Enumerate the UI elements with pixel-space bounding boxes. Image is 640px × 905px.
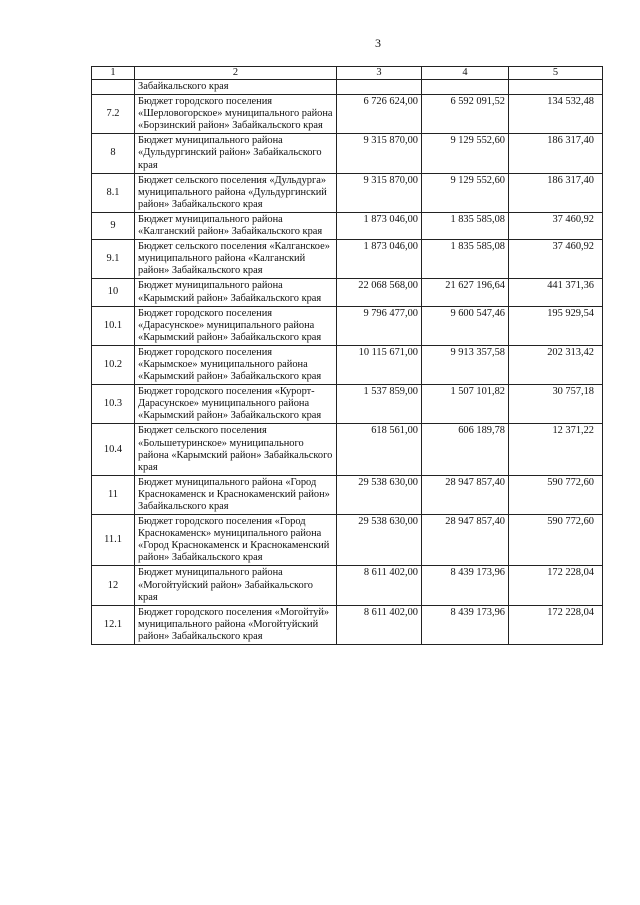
row-number-cell: 8.1 xyxy=(92,173,135,212)
federal-share-cell: 9 129 552,60 xyxy=(422,173,509,212)
budget-name-cell: Бюджет муниципального района «Калганский район» Забайкальского края xyxy=(135,212,337,239)
column-header: 5 xyxy=(509,67,603,80)
table-row xyxy=(92,173,603,212)
allocation-cell: 9 796 477,00 xyxy=(337,306,422,345)
allocation-cell: 1 873 046,00 xyxy=(337,212,422,239)
budget-name-cell: Бюджет городского поселения «Дарасунское» муниципального района «Карымский район» Забайкальского края xyxy=(135,306,337,345)
header-row xyxy=(92,67,603,80)
allocation-cell: 9 315 870,00 xyxy=(337,134,422,173)
regional-share-cell: 590 772,60 xyxy=(509,475,603,514)
regional-share-cell: 134 532,48 xyxy=(509,95,603,134)
allocation-cell: 29 538 630,00 xyxy=(337,515,422,566)
table-header xyxy=(92,67,603,80)
budget-name-cell: Бюджет сельского поселения «Калганское» муниципального района «Калганский район» Забайкальского края xyxy=(135,240,337,279)
column-header: 4 xyxy=(422,67,509,80)
value-cell xyxy=(509,80,603,95)
allocation-cell: 1 537 859,00 xyxy=(337,385,422,424)
row-number-cell: 10.2 xyxy=(92,345,135,384)
column-header: 3 xyxy=(337,67,422,80)
allocation-cell: 618 561,00 xyxy=(337,424,422,475)
budget-table xyxy=(91,66,603,645)
row-number-cell: 10 xyxy=(92,279,135,306)
regional-share-cell: 12 371,22 xyxy=(509,424,603,475)
row-number-cell: 11.1 xyxy=(92,515,135,566)
regional-share-cell: 30 757,18 xyxy=(509,385,603,424)
budget-name-cell: Бюджет городского поселения «Могойтуй» муниципального района «Могойтуйский район» Забайкальского края xyxy=(135,605,337,644)
regional-share-cell: 202 313,42 xyxy=(509,345,603,384)
page-number: 3 xyxy=(375,36,381,50)
regional-share-cell: 441 371,36 xyxy=(509,279,603,306)
table-row xyxy=(92,424,603,475)
allocation-cell: 8 611 402,00 xyxy=(337,566,422,605)
regional-share-cell: 195 929,54 xyxy=(509,306,603,345)
federal-share-cell: 8 439 173,96 xyxy=(422,566,509,605)
table-row xyxy=(92,95,603,134)
budget-name-cell: Бюджет городского поселения «Карымское» муниципального района «Карымский район» Забайкальского края xyxy=(135,345,337,384)
row-number-cell: 12 xyxy=(92,566,135,605)
federal-share-cell: 1 507 101,82 xyxy=(422,385,509,424)
federal-share-cell: 6 592 091,52 xyxy=(422,95,509,134)
federal-share-cell: 21 627 196,64 xyxy=(422,279,509,306)
federal-share-cell: 9 600 547,46 xyxy=(422,306,509,345)
table-row xyxy=(92,212,603,239)
row-number-cell xyxy=(92,80,135,95)
federal-share-cell: 606 189,78 xyxy=(422,424,509,475)
row-number-cell: 8 xyxy=(92,134,135,173)
regional-share-cell: 172 228,04 xyxy=(509,605,603,644)
allocation-cell: 1 873 046,00 xyxy=(337,240,422,279)
continuation-row xyxy=(92,80,603,95)
budget-name-cell: Бюджет муниципального района «Дульдургинский район» Забайкальского края xyxy=(135,134,337,173)
regional-share-cell: 590 772,60 xyxy=(509,515,603,566)
table-row xyxy=(92,566,603,605)
budget-name-cell: Бюджет муниципального района «Город Краснокаменск и Краснокаменский район» Забайкальского края xyxy=(135,475,337,514)
allocation-cell: 9 315 870,00 xyxy=(337,173,422,212)
budget-name-cell: Бюджет городского поселения «Шерловогорское» муниципального района «Борзинский район» Забайкальского края xyxy=(135,95,337,134)
federal-share-cell: 28 947 857,40 xyxy=(422,475,509,514)
column-header: 1 xyxy=(92,67,135,80)
table-row xyxy=(92,279,603,306)
regional-share-cell: 37 460,92 xyxy=(509,212,603,239)
value-cell xyxy=(337,80,422,95)
row-number-cell: 9 xyxy=(92,212,135,239)
row-number-cell: 7.2 xyxy=(92,95,135,134)
table-row xyxy=(92,345,603,384)
federal-share-cell: 1 835 585,08 xyxy=(422,240,509,279)
row-number-cell: 10.1 xyxy=(92,306,135,345)
continuation-cell: Забайкальского края xyxy=(135,80,337,95)
budget-name-cell: Бюджет муниципального района «Могойтуйский район» Забайкальского края xyxy=(135,566,337,605)
allocation-cell: 22 068 568,00 xyxy=(337,279,422,306)
budget-name-cell: Бюджет сельского поселения «Дульдурга» муниципального района «Дульдургинский район» Забайкальского края xyxy=(135,173,337,212)
row-number-cell: 10.3 xyxy=(92,385,135,424)
row-number-cell: 11 xyxy=(92,475,135,514)
row-number-cell: 9.1 xyxy=(92,240,135,279)
regional-share-cell: 37 460,92 xyxy=(509,240,603,279)
budget-name-cell: Бюджет городского поселения «Город Краснокаменск» муниципального района «Город Краснокаменск и Краснокаменский район» Забайкальского края xyxy=(135,515,337,566)
column-header: 2 xyxy=(135,67,337,80)
table-row xyxy=(92,240,603,279)
regional-share-cell: 186 317,40 xyxy=(509,134,603,173)
allocation-cell: 10 115 671,00 xyxy=(337,345,422,384)
allocation-cell: 29 538 630,00 xyxy=(337,475,422,514)
budget-name-cell: Бюджет сельского поселения «Большетуринское» муниципального района «Карымский район» Забайкальского края xyxy=(135,424,337,475)
federal-share-cell: 9 913 357,58 xyxy=(422,345,509,384)
row-number-cell: 12.1 xyxy=(92,605,135,644)
table-row xyxy=(92,134,603,173)
allocation-cell: 8 611 402,00 xyxy=(337,605,422,644)
budget-name-cell: Бюджет муниципального района «Карымский район» Забайкальского края xyxy=(135,279,337,306)
budget-name-cell: Бюджет городского поселения «Курорт-Дарасунское» муниципального района «Карымский район» Забайкальского края xyxy=(135,385,337,424)
table-row xyxy=(92,515,603,566)
federal-share-cell: 1 835 585,08 xyxy=(422,212,509,239)
value-cell xyxy=(422,80,509,95)
federal-share-cell: 8 439 173,96 xyxy=(422,605,509,644)
table-body xyxy=(92,80,603,645)
regional-share-cell: 186 317,40 xyxy=(509,173,603,212)
table-row xyxy=(92,385,603,424)
row-number-cell: 10.4 xyxy=(92,424,135,475)
table-row xyxy=(92,475,603,514)
federal-share-cell: 28 947 857,40 xyxy=(422,515,509,566)
table-row xyxy=(92,306,603,345)
federal-share-cell: 9 129 552,60 xyxy=(422,134,509,173)
regional-share-cell: 172 228,04 xyxy=(509,566,603,605)
table-row xyxy=(92,605,603,644)
allocation-cell: 6 726 624,00 xyxy=(337,95,422,134)
